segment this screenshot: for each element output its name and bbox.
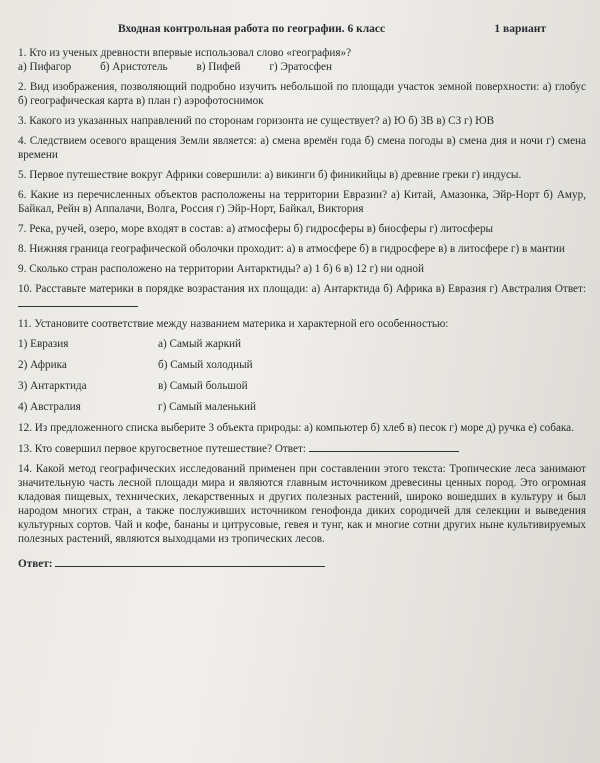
question-13 xyxy=(18,441,586,456)
question-text: 2. Вид изображения, позволяющий подробно изучить небольшой по площади участок земной поверхности: а) глобус б) географическая карта в) план г) аэрофотоснимок xyxy=(18,81,586,107)
answer-label: Ответ: xyxy=(18,558,53,570)
matching-row xyxy=(18,400,586,414)
continent-name: 3) Антарктида xyxy=(18,380,87,392)
continent-feature: в) Самый большой xyxy=(158,380,248,392)
variant-label: 1 вариант xyxy=(494,23,546,35)
question-5 xyxy=(18,168,586,182)
answer-line[interactable] xyxy=(55,556,325,567)
continent-feature: г) Самый маленький xyxy=(158,401,257,413)
question-text: 14. Какой метод географических исследований применен при составлении этого текста: Тропические леса занимают значительную часть лесной площади мира и являются главным источником древесины ценных пород. Это огромная кладовая пищевых, технических, лекарственных и других полезных растений, широко вошедших в культуру и был народом многих стран, а также послуживших источником генофонда диких сородичей для селекции и выведения культурных сортов. Чай и кофе, бананы и цитрусовые, гевея и тунг, как и многие сотни других ныне культивируемых полезных растений, являются выходцами из тропических лесов. xyxy=(18,463,586,545)
question-8 xyxy=(18,242,586,256)
question-12 xyxy=(18,421,586,435)
question-7 xyxy=(18,222,586,236)
answer-line[interactable] xyxy=(18,296,138,307)
answer-line[interactable] xyxy=(309,441,459,452)
worksheet-header xyxy=(118,22,546,36)
question-text: 9. Сколько стран расположено на территории Антарктиды? а) 1 б) 6 в) 12 г) ни одной xyxy=(18,263,424,275)
option-d: г) Эратосфен xyxy=(269,61,333,73)
question-3 xyxy=(18,114,586,128)
question-6 xyxy=(18,188,586,216)
question-text: 4. Следствием осевого вращения Земли является: а) смена времён года б) смена погоды в) смена дня и ночи г) смена времени xyxy=(18,135,586,161)
question-4 xyxy=(18,134,586,162)
question-1 xyxy=(18,46,586,74)
option-a: а) Пифагор xyxy=(18,61,72,73)
question-text: 12. Из предложенного списка выберите 3 объекта природы: а) компьютер б) хлеб в) песок г) море д) ручка е) собака. xyxy=(18,422,574,434)
question-text: 10. Расставьте материки в порядке возрастания их площади: а) Антарктида б) Африка в) Евразия г) Австралия Ответ: xyxy=(18,283,586,295)
question-10 xyxy=(18,282,586,311)
question-14 xyxy=(18,462,586,546)
matching-row xyxy=(18,358,586,372)
question-2 xyxy=(18,80,586,108)
continent-name: 2) Африка xyxy=(18,359,67,371)
matching-row xyxy=(18,337,586,351)
matching-table xyxy=(18,337,586,414)
continent-feature: б) Самый холодный xyxy=(158,359,253,371)
option-b: б) Аристотель xyxy=(100,61,168,73)
question-9 xyxy=(18,262,586,276)
worksheet-title: Входная контрольная работа по географии. 6 класс xyxy=(118,23,386,35)
question-text: 5. Первое путешествие вокруг Африки совершили: а) викинги б) финикийцы в) древние греки г) индусы. xyxy=(18,169,522,181)
continent-name: 4) Австралия xyxy=(18,401,81,413)
continent-name: 1) Евразия xyxy=(18,338,69,350)
question-text: 13. Кто совершил первое кругосветное путешествие? Ответ: xyxy=(18,443,306,455)
question-text: 3. Какого из указанных направлений по сторонам горизонта не существует? а) Ю б) ЗВ в) СЗ г) ЮВ xyxy=(18,115,495,127)
question-text: 1. Кто из ученых древности впервые использовал слово «география»? xyxy=(18,47,352,59)
question-text: 6. Какие из перечисленных объектов расположены на территории Евразии? а) Китай, Амазонка, Эйр-Норт б) Амур, Байкал, Рейн в) Аппалачи, Волга, Россия г) Эйр-Норт, Байкал, Виктория xyxy=(18,189,586,215)
final-answer xyxy=(18,556,586,571)
question-1-options xyxy=(18,60,586,74)
question-text: 7. Река, ручей, озеро, море входят в состав: а) атмосферы б) гидросферы в) биосферы г) литосферы xyxy=(18,223,494,235)
question-text: 8. Нижняя граница географической оболочки проходит: а) в атмосфере б) в гидросфере в) в литосфере г) в мантии xyxy=(18,243,565,255)
question-11 xyxy=(18,317,586,331)
matching-row xyxy=(18,379,586,393)
continent-feature: а) Самый жаркий xyxy=(158,338,241,350)
question-text: 11. Установите соответствие между названием материка и характерной его особенностью: xyxy=(18,318,449,330)
option-c: в) Пифей xyxy=(196,61,241,73)
